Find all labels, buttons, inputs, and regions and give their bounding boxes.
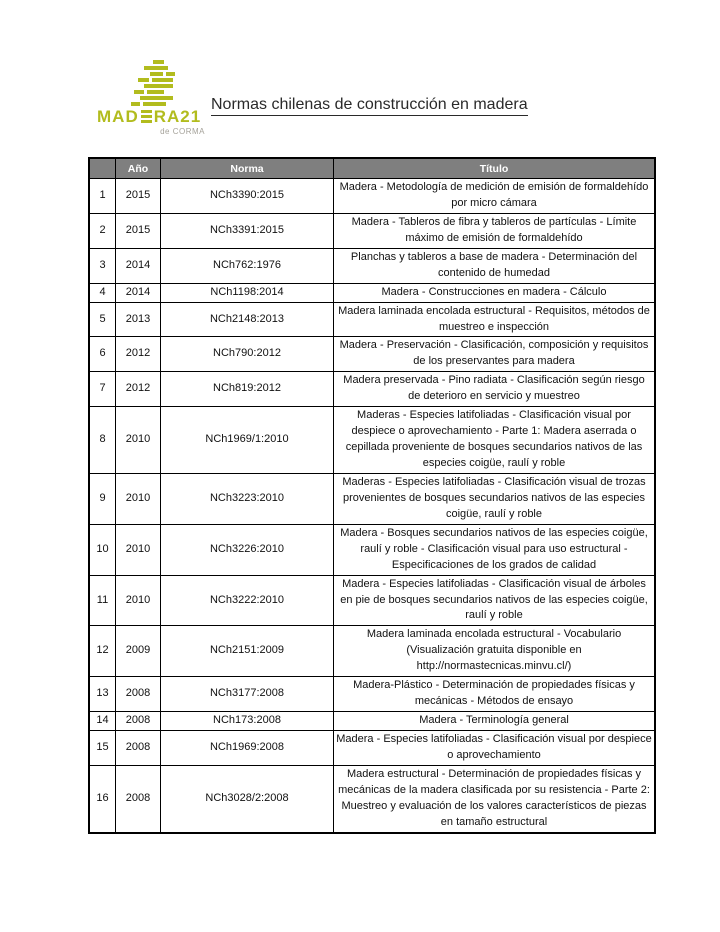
- header-titulo: Título: [334, 158, 656, 179]
- row-number: 8: [89, 407, 116, 474]
- table-row: [89, 473, 655, 524]
- row-norma: NCh1969:2008: [161, 731, 334, 766]
- table-row: [89, 524, 655, 575]
- logo-text-prefix: MAD: [97, 107, 139, 126]
- row-norma: NCh2151:2009: [161, 626, 334, 677]
- row-titulo: Madera - Preservación - Clasificación, composición y requisitos de los preservantes para madera: [334, 337, 656, 372]
- row-titulo: Madera laminada encolada estructural - Vocabulario (Visualización gratuita disponible en http://normastecnicas.minvu.cl/): [334, 626, 656, 677]
- row-titulo: Madera laminada encolada estructural - Requisitos, métodos de muestreo e inspección: [334, 302, 656, 337]
- row-number: 10: [89, 524, 116, 575]
- row-number: 15: [89, 731, 116, 766]
- row-year: 2014: [116, 283, 161, 302]
- row-titulo: Madera preservada - Pino radiata - Clasificación según riesgo de deterioro en servicio y muestreo: [334, 372, 656, 407]
- table-header-row: [89, 158, 655, 179]
- row-norma: NCh3028/2:2008: [161, 765, 334, 832]
- row-number: 7: [89, 372, 116, 407]
- table-row: [89, 626, 655, 677]
- row-year: 2014: [116, 248, 161, 283]
- row-number: 1: [89, 179, 116, 214]
- row-number: 12: [89, 626, 116, 677]
- page-title: Normas chilenas de construcción en madera: [211, 96, 528, 116]
- header-norma: Norma: [161, 158, 334, 179]
- logo-dashes-icon: [131, 60, 177, 107]
- row-norma: NCh3226:2010: [161, 524, 334, 575]
- row-number: 2: [89, 213, 116, 248]
- logo-text-suffix: RA21: [153, 107, 202, 126]
- row-titulo: Madera-Plástico - Determinación de propiedades físicas y mecánicas - Métodos de ensayo: [334, 677, 656, 712]
- norms-table: [88, 157, 656, 834]
- row-norma: NCh790:2012: [161, 337, 334, 372]
- row-year: 2010: [116, 473, 161, 524]
- table-row: [89, 248, 655, 283]
- row-norma: NCh762:1976: [161, 248, 334, 283]
- table-row: [89, 407, 655, 474]
- row-number: 4: [89, 283, 116, 302]
- logo-e-icon: [141, 110, 152, 123]
- row-number: 13: [89, 677, 116, 712]
- row-norma: NCh1198:2014: [161, 283, 334, 302]
- row-titulo: Maderas - Especies latifoliadas - Clasificación visual de trozas provenientes de bosques secundarios nativos de las especies coigüe, raulí y roble: [334, 473, 656, 524]
- madera21-logo: [97, 58, 209, 136]
- document-header: [97, 58, 528, 136]
- row-titulo: Madera - Bosques secundarios nativos de las especies coigüe, raulí y roble - Clasificación visual para uso estructural - Especificaciones de los grados de calidad: [334, 524, 656, 575]
- row-number: 5: [89, 302, 116, 337]
- row-number: 14: [89, 712, 116, 731]
- table-row: [89, 337, 655, 372]
- row-year: 2010: [116, 524, 161, 575]
- row-titulo: Planchas y tableros a base de madera - Determinación del contenido de humedad: [334, 248, 656, 283]
- row-year: 2008: [116, 712, 161, 731]
- row-year: 2010: [116, 407, 161, 474]
- row-norma: NCh3391:2015: [161, 213, 334, 248]
- table-row: [89, 302, 655, 337]
- row-norma: NCh819:2012: [161, 372, 334, 407]
- table-row: [89, 731, 655, 766]
- logo-subtitle: de CORMA: [160, 127, 205, 136]
- row-titulo: Madera - Construcciones en madera - Cálculo: [334, 283, 656, 302]
- row-norma: NCh2148:2013: [161, 302, 334, 337]
- row-titulo: Madera estructural - Determinación de propiedades físicas y mecánicas de la madera clasificada por su resistencia - Parte 2: Muestreo y evaluación de los valores característicos de piezas en tamaño estructural: [334, 765, 656, 832]
- row-number: 11: [89, 575, 116, 626]
- row-norma: NCh3177:2008: [161, 677, 334, 712]
- row-number: 9: [89, 473, 116, 524]
- row-titulo: Madera - Tableros de fibra y tableros de partículas - Límite máximo de emisión de formaldehído: [334, 213, 656, 248]
- row-titulo: Madera - Terminología general: [334, 712, 656, 731]
- table-row: [89, 677, 655, 712]
- table-body: [89, 179, 655, 833]
- row-year: 2009: [116, 626, 161, 677]
- row-year: 2015: [116, 213, 161, 248]
- row-year: 2013: [116, 302, 161, 337]
- row-titulo: Madera - Metodología de medición de emisión de formaldehído por micro cámara: [334, 179, 656, 214]
- row-norma: NCh3390:2015: [161, 179, 334, 214]
- table-row: [89, 179, 655, 214]
- row-year: 2008: [116, 765, 161, 832]
- table-row: [89, 575, 655, 626]
- row-titulo: Maderas - Especies latifoliadas - Clasificación visual por despiece o aprovechamiento - Parte 1: Madera aserrada o cepillada proveniente de bosques secundarios nativos de las especies coigüe, raulí y roble: [334, 407, 656, 474]
- row-year: 2012: [116, 372, 161, 407]
- logo-wordmark: [97, 108, 209, 125]
- row-year: 2008: [116, 677, 161, 712]
- row-year: 2015: [116, 179, 161, 214]
- row-titulo: Madera - Especies latifoliadas - Clasificación visual de árboles en pie de bosques secundarios nativos de las especies coigüe, raulí y roble: [334, 575, 656, 626]
- row-number: 3: [89, 248, 116, 283]
- table-row: [89, 213, 655, 248]
- row-titulo: Madera - Especies latifoliadas - Clasificación visual por despiece o aprovechamiento: [334, 731, 656, 766]
- row-number: 6: [89, 337, 116, 372]
- row-norma: NCh173:2008: [161, 712, 334, 731]
- row-number: 16: [89, 765, 116, 832]
- table-row: [89, 765, 655, 832]
- row-year: 2008: [116, 731, 161, 766]
- row-norma: NCh3222:2010: [161, 575, 334, 626]
- row-norma: NCh3223:2010: [161, 473, 334, 524]
- table-head: [89, 158, 655, 179]
- table-row: [89, 283, 655, 302]
- table-row: [89, 712, 655, 731]
- row-year: 2012: [116, 337, 161, 372]
- row-year: 2010: [116, 575, 161, 626]
- header-blank: [89, 158, 116, 179]
- header-year: Año: [116, 158, 161, 179]
- row-norma: NCh1969/1:2010: [161, 407, 334, 474]
- table-row: [89, 372, 655, 407]
